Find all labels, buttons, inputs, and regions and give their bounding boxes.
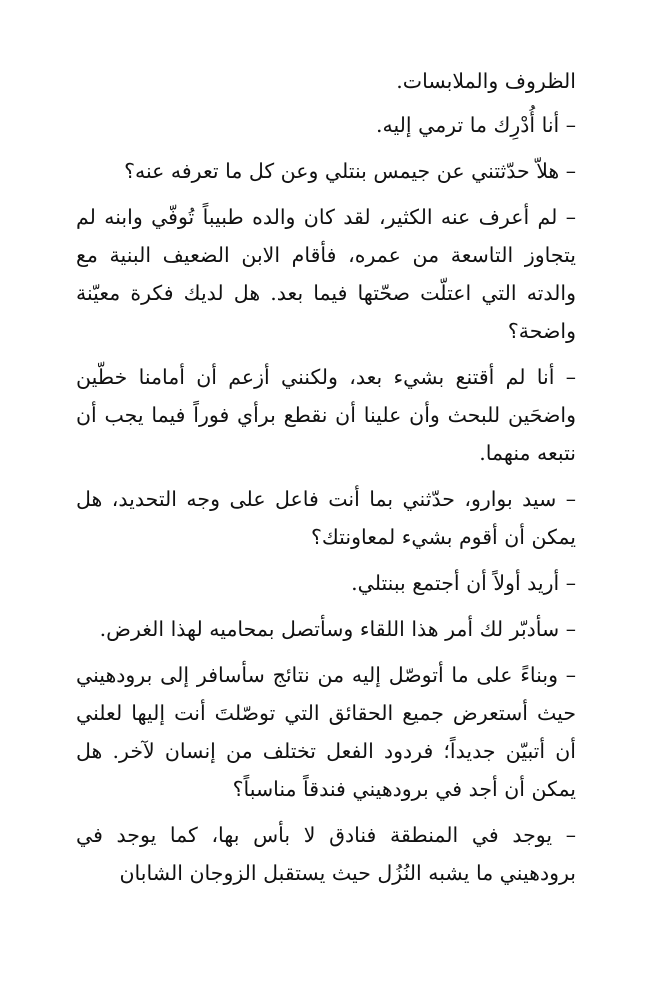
paragraph-1: الظروف والملابسات.	[396, 69, 576, 93]
book-page	[76, 62, 576, 900]
paragraph-7: – أريد أولاً أن أجتمع ببنتلي.	[351, 571, 576, 595]
paragraph-2: – أنا أُدْرِك ما ترمي إليه.	[375, 113, 576, 137]
paragraph-3: – هلاّ حدّثتني عن جيمس بنتلي وعن كل ما تعرفه عنه؟	[124, 159, 576, 183]
paragraph-5: – أنا لم أقتنع بشيء بعد، ولكنني أزعم أن أمامنا خطّين واضحَين للبحث وأن علينا أن نقطع برأي فوراً فيما يجب أن نتبعه منهما.	[76, 365, 576, 465]
paragraph-9: – وبناءً على ما أتوصّل إليه من نتائج سأسافر إلى برودهيني حيث أستعرض جميع الحقائق التي توصّلتَ أنت إليها لعلني أن أتبيّن جديداً؛ فردود الفعل تختلف من إنسان لآخر. هل يمكن أن أجد في برودهيني فندقاً مناسباً؟	[76, 663, 576, 801]
paragraph-6: – سيد بوارو، حدّثني بما أنت فاعل على وجه التحديد، هل يمكن أن أقوم بشيء لمعاونتك؟	[76, 487, 576, 549]
paragraph-4: – لم أعرف عنه الكثير، لقد كان والده طبيباً تُوفّي وابنه لم يتجاوز التاسعة من عمره، فأقام الابن الضعيف البنية مع والدته التي اعتلّت صحّتها فيما بعد. هل لديك فكرة معيّنة واضحة؟	[76, 205, 576, 343]
paragraph-8: – سأدبّر لك أمر هذا اللقاء وسأتصل بمحاميه لهذا الغرض.	[99, 617, 576, 641]
paragraph-10: – يوجد في المنطقة فنادق لا بأس بها، كما يوجد في برودهيني ما يشبه النُزُل حيث يستقبل الزوجان الشابان	[76, 823, 576, 885]
